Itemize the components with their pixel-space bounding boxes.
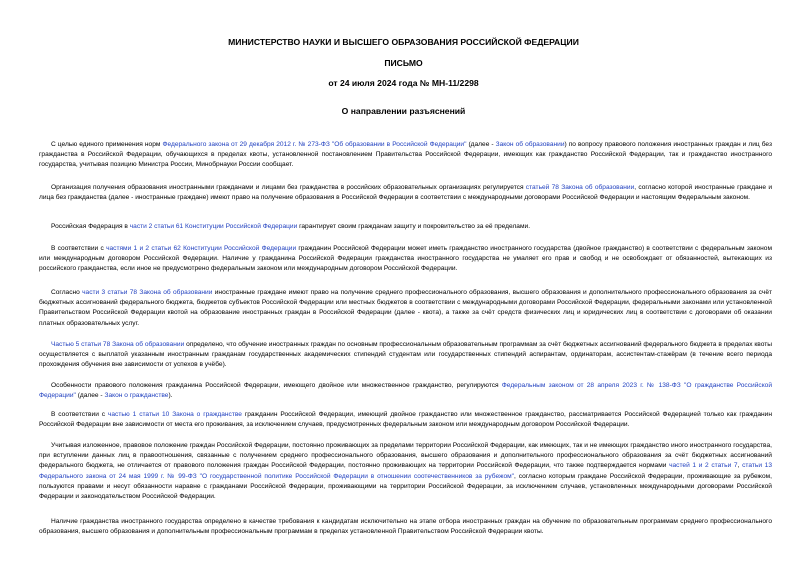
paragraph-text: , (737, 462, 743, 470)
paragraph (39, 410, 772, 430)
paragraph-text: иностранные граждане имеют право на получение среднего профессионального образования, высшего образования и дополнительного профессионального образования за счёт бюджетных ассигнований федерального бюджета, бюджетов субъектов Российской Федерации или местных бюджетов в соответствии с международными договорами Российской Федерации, федеральными законами или установленной Правительством Российской Федерации квотой на образование иностранных граждан в Российской Федерации (далее - квота), а также за счёт средств физических лиц и юридических лиц в соответствии с договорами об оказании платных образовательных услуг. (39, 289, 773, 327)
legal-reference-link[interactable]: статьей 78 Закона об образовании (525, 184, 635, 191)
paragraph (39, 381, 772, 401)
paragraph-text: ). (168, 392, 173, 400)
paragraph-text: С целью единого применения норм (51, 141, 163, 148)
document-type: ПИСЬМО (384, 58, 423, 68)
paragraph-text: В соответствии с (51, 411, 108, 418)
paragraph (39, 140, 772, 171)
paragraph (39, 517, 772, 537)
paragraph (39, 183, 772, 203)
paragraph-text: (далее - (75, 392, 105, 400)
legal-reference-link[interactable]: Федерального закона от 29 декабря 2012 г. № 273-ФЗ "Об образовании в Российской Федерации" (162, 141, 467, 148)
legal-reference-link[interactable]: части 2 статьи 61 Конституции Российской Федерации (129, 223, 298, 230)
paragraph (39, 340, 772, 371)
paragraph-text: Согласно (51, 289, 83, 296)
paragraph-text: Российская Федерация в (51, 223, 130, 230)
document-date-number: от 24 июля 2024 года № МН-11/2298 (328, 78, 479, 88)
paragraph-text: (далее - (466, 141, 496, 148)
paragraph-text: Наличие гражданства иностранного государства определено в качестве требования к кандидатам исключительно на этапе отбора иностранных граждан на обучение по образовательным программам среднего профессионального образования, высшего образования и дополнительным профессиональным программам в пределах установленной Правительством Российской Федерации квоты. (39, 518, 772, 536)
legal-reference-link[interactable]: части 3 статьи 78 Закона об образовании (82, 289, 213, 296)
paragraph (39, 288, 772, 329)
paragraph-text: Организация получения образования иностранными гражданами и лицами без гражданства в российских образовательных организациях регулируется (51, 184, 526, 191)
paragraph-text: В соответствии с (51, 245, 107, 252)
paragraph-text: ) по вопросу правового положения иностранных граждан и лиц без гражданства в Российской Федерации, обучающихся в пределах квоты, установленной постановлением Правительства Российской Федерации, имеющих как гражданство Российской Федерации, так и гражданство иностранного государства, учитывая позицию Министра России, Минобрнауки России сообщает. (39, 141, 772, 169)
legal-reference-link[interactable]: частей 1 и 2 статьи 7 (669, 462, 738, 470)
paragraph-text: Учитывая изложенное, правовое положение граждан Российской Федерации, постоянно проживающих за пределами территории Российской Федерации, как имеющих, так и не имеющих гражданство иного иностранного государства, при вступлении данных лиц в правоотношения, связанные с получением среднего профессионального образования, высшего образования и дополнительного профессионального образования за счёт бюджетных ассигнований федерального бюджета, не отличается от правового положения граждан Российской Федерации, постоянно проживающих на территории Российской Федерации, что также подтверждается нормами (39, 442, 772, 470)
paragraph-text: гражданин Российской Федерации, имеющий двойное гражданство или множественное гражданство, рассматривается Российской Федерацией только как гражданин Российской Федерации вне зависимости от места его проживания, за исключением случаев, предусмотренных федеральным законом или международным договором Российской Федерации. (39, 411, 773, 429)
paragraph-text: , согласно которой иностранные граждане и лица без гражданства (далее - иностранные граждане) имеют право на получение образования в Российской Федерации в соответствии с международными договорами Российской Федерации и настоящим Федеральным законом. (39, 184, 773, 202)
ministry-heading: МИНИСТЕРСТВО НАУКИ И ВЫСШЕГО ОБРАЗОВАНИЯ РОССИЙСКОЙ ФЕДЕРАЦИИ (228, 37, 579, 47)
paragraph (39, 441, 772, 502)
legal-reference-link[interactable]: Частью 5 статьи 78 Закона об образовании (51, 341, 185, 348)
legal-reference-link[interactable]: Закон о гражданстве (104, 392, 169, 400)
legal-reference-link[interactable]: частями 1 и 2 статьи 62 Конституции Российской Федерации (106, 245, 297, 252)
paragraph (39, 244, 772, 275)
legal-reference-link[interactable]: Федеральным законом от 28 апреля 2023 г. № 138-ФЗ "О гражданстве Российской Федерации" (39, 382, 773, 400)
document-subject: О направлении разъяснений (341, 106, 466, 116)
paragraph-text: определено, что обучение иностранных граждан по основным профессиональным образовательным программам за счёт бюджетных ассигнований федерального бюджета в пределах квоты осуществляется с выплатой указанным иностранным гражданам государственных академических стипендий студентам или государственных стипендий аспирантам, ординаторам, ассистентам-стажёрам (в течение всего периода прохождения обучения вне зависимости от успехов в учёбе). (39, 341, 773, 369)
legal-reference-link[interactable]: Закон об образовании (495, 141, 565, 148)
paragraph (39, 222, 772, 232)
legal-reference-link[interactable]: статьи 13 Федерального закона от 24 мая 1999 г. № 99-ФЗ "О государственной политике Российской Федерации в отношении соотечественников за рубежом" (39, 462, 772, 480)
legal-reference-link[interactable]: частью 1 статьи 10 Закона о гражданстве (107, 411, 242, 418)
paragraph-text: Особенности правового положения гражданина Российской Федерации, имеющего двойное или множественное гражданство, регулируются (51, 382, 502, 389)
paragraph-text: , согласно которым граждане Российской Федерации, проживающие за рубежом, пользуются правами и несут обязанности наравне с гражданами Российской Федерации, проживающими на территории Российской Федерации, за исключением случаев, установленных международными договорами Российской Федерации и законодательством Российской Федерации. (39, 472, 772, 501)
paragraph-text: гарантирует своим гражданам защиту и покровительство за её пределами. (297, 223, 531, 230)
paragraph-text: гражданин Российской Федерации может иметь гражданство иностранного государства (двойное гражданство) в соответствии с федеральным законом или международным договором Российской Федерации. Наличие у гражданина Российской Федерации гражданства иностранного государства не умаляет его прав и свобод и не освобождает от обязанностей, вытекающих из российского гражданства, если иное не предусмотрено федеральным законом или международным договором Российской Федерации. (39, 245, 773, 273)
